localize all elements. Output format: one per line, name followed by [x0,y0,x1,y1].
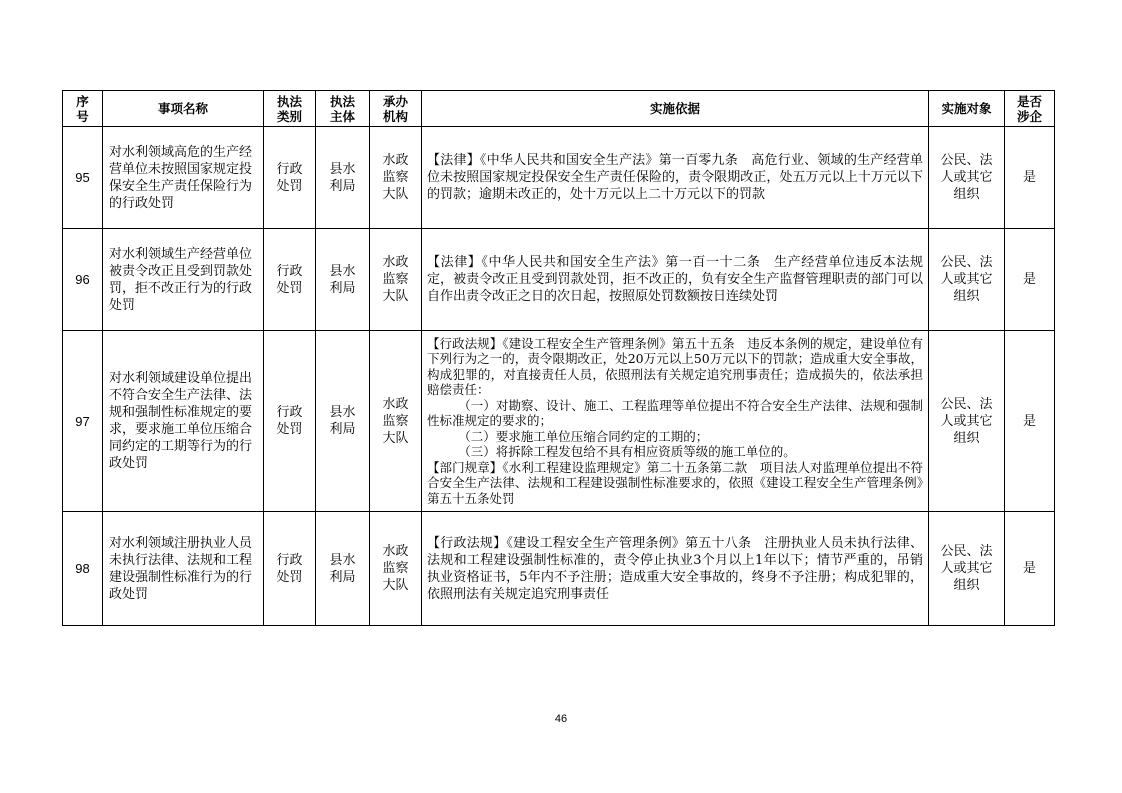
row-involves-enterprise: 是 [1005,127,1055,229]
row-item-name: 对水利领域高危的生产经营单位未按照国家规定投保安全生产责任保险行为的行政处罚 [103,127,264,229]
row-seq: 95 [63,127,103,229]
row-handling-org: 水政监察大队 [370,331,422,512]
header-seq: 序号 [63,91,103,127]
row-seq: 96 [63,229,103,331]
row-seq: 98 [63,512,103,626]
legal-basis-paragraph: 【行政法规】《建设工程安全生产管理条例》第五十八条 注册执业人员未执行法律、法规和工程建设强制性标准的，责令停止执业3个月以上1年以下；情节严重的，吊销执业资格证书，5年内不予注册；造成重大安全事故的，终身不予注册；构成犯罪的，依照刑法有关规定追究刑事责任 [427,535,923,602]
table-header-row [63,91,1055,127]
legal-basis-paragraph: 【行政法规】《建设工程安全生产管理条例》第五十五条 违反本条例的规定，建设单位有下列行为之一的，责令限期改正，处20万元以上50万元以下的罚款；造成重大安全事故，构成犯罪的，对直接责任人员，依照刑法有关规定追究刑事责任；造成损失的，依法承担赔偿责任： [427,335,923,398]
legal-basis-paragraph: （二）要求施工单位压缩合同约定的工期的； [458,428,709,444]
legal-basis-paragraph: （一）对勘察、设计、施工、工程监理等单位提出不符合安全生产法律、法规和强制性标准规定的要求的； [427,397,923,429]
row-legal-basis [422,229,929,331]
row-enforcement-type: 行政处罚 [264,331,316,512]
table-row [63,512,1055,626]
row-enforcement-type: 行政处罚 [264,127,316,229]
legal-basis-paragraph: 【部门规章】《水利工程建设监理规定》第二十五条第二款 项目法人对监理单位提出不符合安全生产法律、法规和工程建设强制性标准要求的，依照《建设工程安全生产管理条例》第五十五条处罚 [427,459,923,506]
page-number: 46 [554,713,568,725]
row-item-name: 对水利领域注册执业人员未执行法律、法规和工程建设强制性标准行为的行政处罚 [103,512,264,626]
header-subject: 执法主体 [316,91,370,127]
row-target: 公民、法人或其它组织 [929,127,1005,229]
row-handling-org: 水政监察大队 [370,512,422,626]
header-type: 执法类别 [264,91,316,127]
row-enforcement-subject: 县水利局 [316,512,370,626]
row-legal-basis [422,127,929,229]
row-involves-enterprise: 是 [1005,229,1055,331]
legal-basis-paragraph: 【法律】《中华人民共和国安全生产法》第一百一十二条 生产经营单位违反本法规定，被责令改正且受到罚款处罚，拒不改正的，负有安全生产监督管理职责的部门可以自作出责令改正之日的次日起，按照原处罚数额按日连续处罚 [427,255,923,304]
row-involves-enterprise: 是 [1005,512,1055,626]
row-legal-basis [422,512,929,626]
row-seq: 97 [63,331,103,512]
row-target: 公民、法人或其它组织 [929,229,1005,331]
row-enforcement-subject: 县水利局 [316,127,370,229]
row-target: 公民、法人或其它组织 [929,331,1005,512]
table-row [63,127,1055,229]
header-target: 实施对象 [929,91,1005,127]
row-enforcement-type: 行政处罚 [264,512,316,626]
legal-basis-paragraph: 【法律】《中华人民共和国安全生产法》第一百零九条 高危行业、领域的生产经营单位未按照国家规定投保安全生产责任保险的，责令限期改正，处五万元以上十万元以下的罚款；逾期未改正的，处十万元以上二十万元以下的罚款 [427,153,923,202]
row-legal-basis [422,331,929,512]
row-handling-org: 水政监察大队 [370,229,422,331]
row-enforcement-subject: 县水利局 [316,331,370,512]
row-enforcement-type: 行政处罚 [264,229,316,331]
header-name: 事项名称 [103,91,264,127]
row-involves-enterprise: 是 [1005,331,1055,512]
header-enterprise: 是否涉企 [1005,91,1055,127]
table-row [63,229,1055,331]
row-handling-org: 水政监察大队 [370,127,422,229]
header-org: 承办机构 [370,91,422,127]
row-item-name: 对水利领域建设单位提出不符合安全生产法律、法规和强制性标准规定的要求，要求施工单位压缩合同约定的工期等行为的行政处罚 [103,331,264,512]
row-item-name: 对水利领域生产经营单位被责令改正且受到罚款处罚，拒不改正行为的行政处罚 [103,229,264,331]
table-row [63,331,1055,512]
legal-basis-paragraph: （三）将拆除工程发包给不具有相应资质等级的施工单位的。 [458,444,796,460]
row-enforcement-subject: 县水利局 [316,229,370,331]
enforcement-items-table [62,90,1055,626]
header-basis: 实施依据 [422,91,929,127]
row-target: 公民、法人或其它组织 [929,512,1005,626]
